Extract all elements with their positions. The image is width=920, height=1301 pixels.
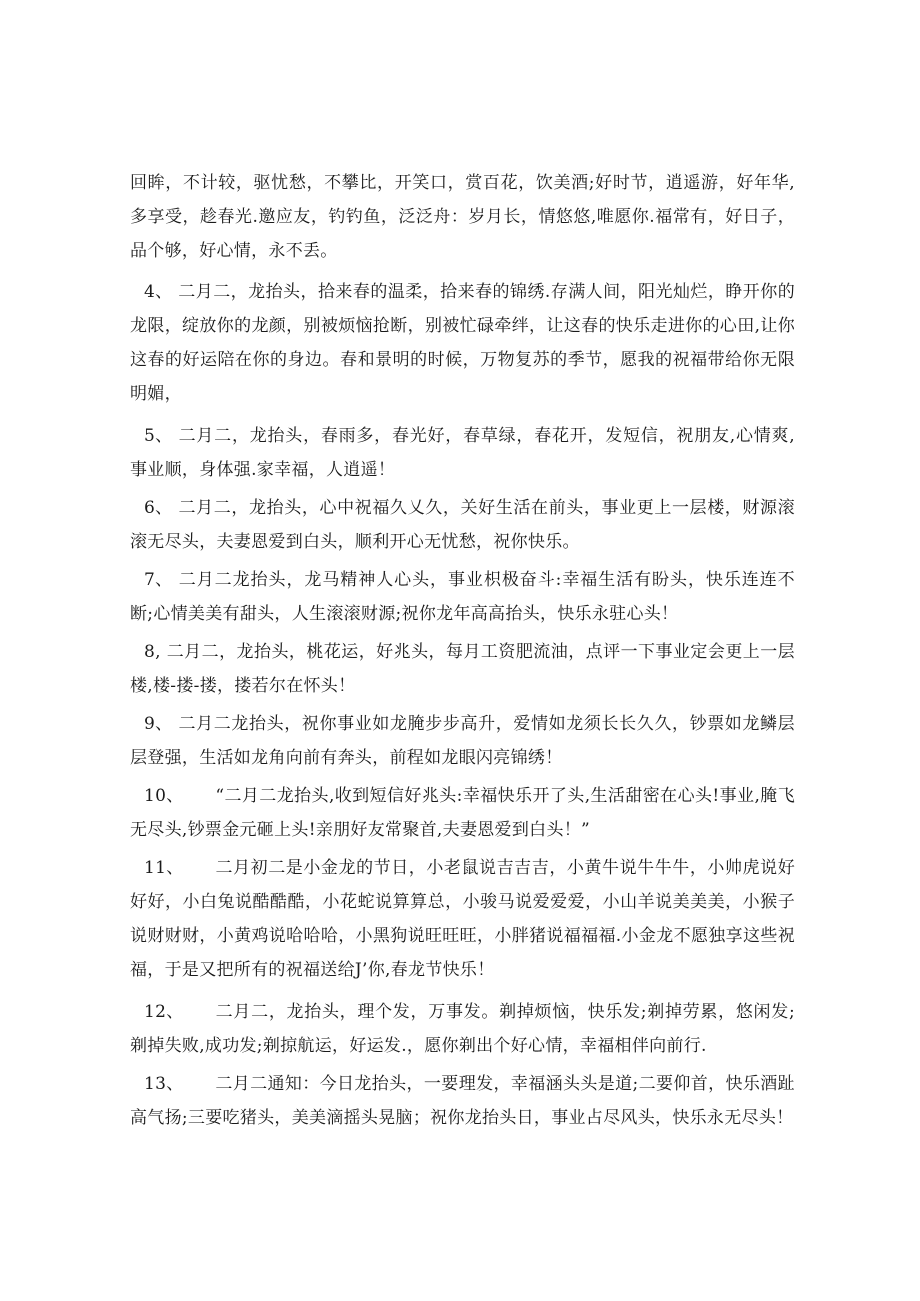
- paragraph-4: [130, 275, 795, 411]
- paragraph-text: 二月初二是小金龙的节日，小老鼠说吉吉吉，小黄牛说牛牛牛，小帅虎说好好好，小白兔说酷酷酷，小花蛇说算算总，小骏马说爱爱爱，小山羊说美美美，小猴子说财财财，小黄鸡说哈哈哈，小黑狗说旺旺旺，小胖猪说福福福.小金龙不愿独享这些祝福，于是又把所有的祝福送给J’你,春龙节快乐！: [130, 858, 795, 980]
- paragraph-9: [130, 707, 795, 775]
- paragraph-number: 11、: [144, 858, 184, 878]
- paragraph-13: [130, 1067, 795, 1135]
- paragraph-text: 二月二通知：今日龙抬头，一要理发，幸福涵头头是道;二要仰首，快乐酒趾高气扬;三要吃猪头，美美滴摇头晃脑；祝你龙抬头日，事业占尽风头，快乐永无尽头！: [130, 1074, 795, 1128]
- paragraph-number: 13、: [144, 1074, 184, 1094]
- paragraph-text: 二月二，龙抬头，桃花运，好兆头，每月工资肥流油，点评一下事业定会更上一层楼,楼-搂-搂，搂若尔在怀头！: [130, 642, 795, 696]
- paragraph-10: [130, 779, 795, 847]
- paragraph-text: 二月二龙抬头，祝你事业如龙腌步步高升，爱情如龙须长长久久，钞票如龙鳞层层登强，生活如龙角向前有奔头，前程如龙眼闪亮锦绣！: [130, 714, 795, 768]
- paragraph-number: 4、: [144, 282, 173, 302]
- paragraph-number: 10、: [144, 786, 184, 806]
- paragraph-6: [130, 491, 795, 559]
- paragraph-text: 二月二，龙抬头，理个发，万事发。剃掉烦恼，快乐发;剃掉劳累，悠闲发;剃掉失败,成功发;剃掠航运，好运发.，愿你剃出个好心情，幸福相伴向前行.: [130, 1002, 795, 1056]
- paragraph-number: 6、: [144, 498, 173, 518]
- paragraph-number: 8,: [144, 642, 161, 662]
- paragraph-text: 二月二龙抬头，龙马精神人心头，事业枳极奋斗:幸福生活有盼头，快乐连连不断;心情美美有甜头，人生滚滚财源;祝你龙年高高抬头，快乐永驻心头！: [130, 570, 795, 624]
- paragraph-number: 7、: [144, 570, 173, 590]
- paragraph-3-continuation: [130, 166, 795, 268]
- paragraph-12: [130, 995, 795, 1063]
- paragraph-text: 二月二，龙抬头，拾来春的温柔，拾来春的锦绣.存满人间，阳光灿烂，睁开你的龙限，绽放你的龙颜，别被烦恼抢断，别被忙碌牵绊，让这春的快乐走进你的心田,让你这春的好运陪在你的身边。春和景明的时候，万物复苏的季节，愿我的祝福带给你无限明媚，: [130, 282, 795, 404]
- paragraph-number: 9、: [144, 714, 173, 734]
- paragraph-11: [130, 851, 795, 987]
- paragraph-text: 二月二，龙抬头，心中祝福久乂久，关好生活在前头，事业更上一层楼，财源滚滚无尽头，夫妻恩爱到白头，顺利开心无忧愁，祝你快乐。: [130, 498, 795, 552]
- paragraph-5: [130, 419, 795, 487]
- paragraph-8: [130, 635, 795, 703]
- paragraph-7: [130, 563, 795, 631]
- paragraph-text: “二月二龙抬头,收到短信好兆头:幸福快乐开了头,生活甜密在心头!事业,腌飞无尽头,钞票金元砸上头!亲朋好友常聚首,夫妻恩爱到白头！”: [130, 786, 795, 840]
- paragraph-number: 5、: [144, 426, 173, 446]
- paragraph-number: 12、: [144, 1002, 184, 1022]
- paragraph-text: 回眸，不计较，驱忧愁，不攀比，开笑口，赏百花，饮美酒;好时节，逍遥游，好年华,多享受，趁春光.邀应友，钓钓鱼，泛泛舟：岁月长，情悠悠,唯愿你.福常有，好日子，品个够，好心情，永不丢。: [130, 173, 795, 261]
- paragraph-text: 二月二，龙抬头，春雨多，春光好，春草绿，春花开，发短信，祝朋友,心情爽,事业顺，身体强.家幸福，人逍遥！: [130, 426, 795, 480]
